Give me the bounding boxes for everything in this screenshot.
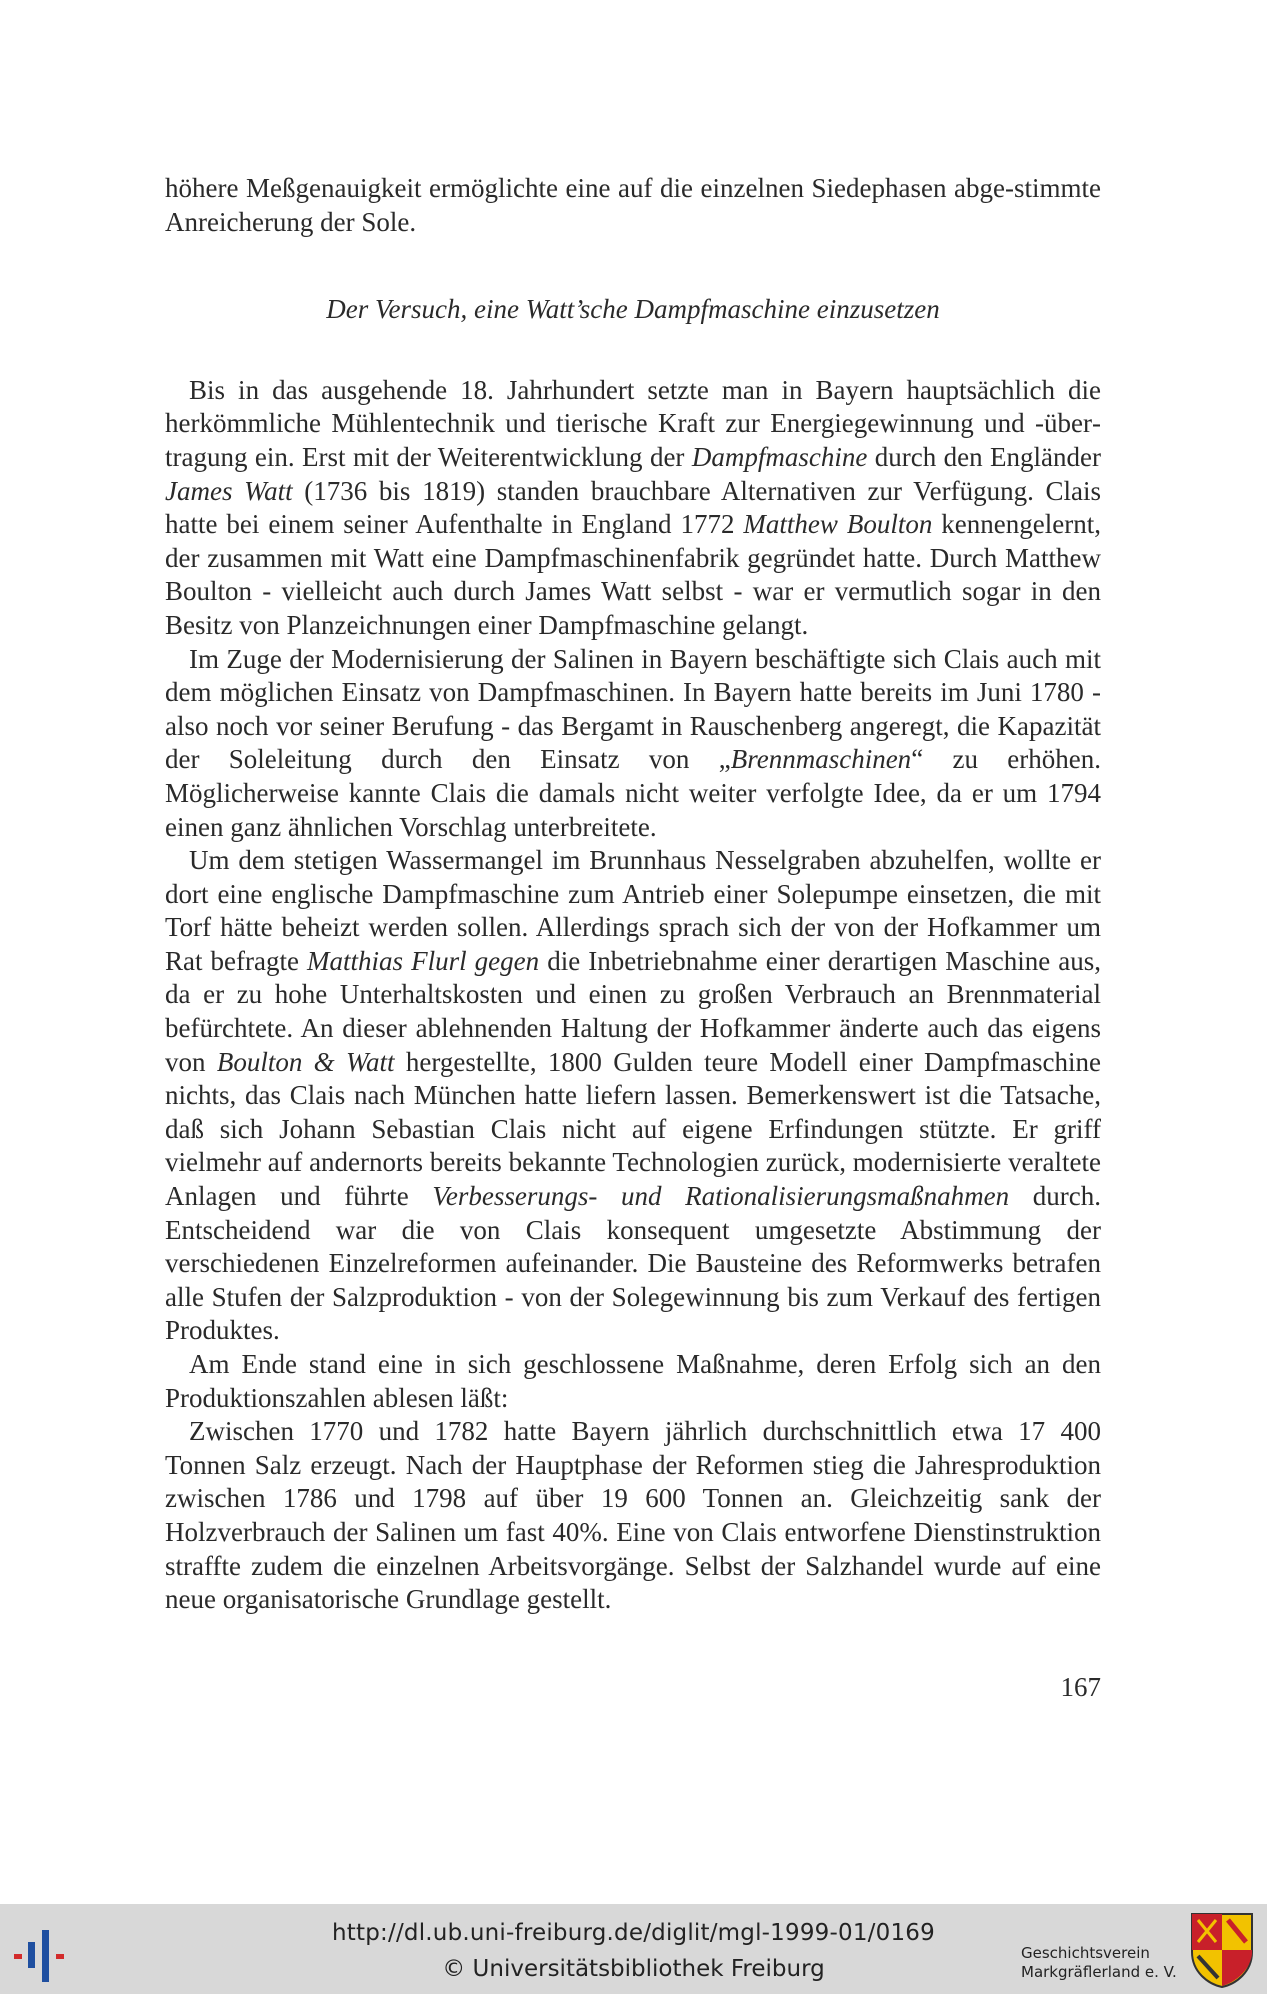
paragraph-4: Am Ende stand eine in sich geschlossene Maßnahme, deren Erfolg sich an den Produktionszahlen ablesen läßt:: [165, 1349, 1101, 1413]
emphasis-verbesserungsmassnahmen: Verbesserungs- und Rationalisierungsmaßnahmen: [432, 1181, 1010, 1212]
paragraph-5: Zwischen 1770 und 1782 hatte Bayern jährlich durchschnittlich etwa 17 400 Tonnen Salz erzeugt. Nach der Hauptphase der Reformen stieg die Jahresproduktion zwischen 1786 und 1798 auf über 19 600 Tonnen an. Gleichzeitig sank der Holzverbrauch der Salinen um fast 40%. Eine von Clais entworfene Dienstinstruktion straffte zudem die einzelnen Arbeitsvorgänge. Selbst der Salzhandel wurde auf eine neue organisatorische Grundlage gestellt.: [165, 1416, 1101, 1615]
emphasis-james-watt: James Watt: [165, 475, 293, 506]
coat-of-arms-icon: [1190, 1912, 1254, 1988]
emphasis-brennmaschinen: Brennmaschinen: [730, 744, 912, 775]
emphasis-dampfmaschine: Dampfmaschine: [691, 441, 868, 472]
section-heading: Der Versuch, eine Watt’sche Dampfmaschine einzusetzen: [326, 294, 940, 325]
emphasis-matthew-boulton: Matthew Boulton: [743, 509, 933, 540]
footer-url-link[interactable]: http://dl.ub.uni-freiburg.de/diglit/mgl-1999-01/0169: [332, 1920, 935, 1946]
paragraph-intro: höhere Meßgenauigkeit ermöglichte eine auf die einzelnen Siedephasen abge-stimmte Anreicherung der Sole.: [165, 173, 1101, 237]
page-text: [165, 172, 1101, 1617]
emphasis-matthias-flurl: Matthias Flurl gegen: [307, 945, 540, 976]
page-number: 167: [1060, 1672, 1101, 1702]
paragraph-1: Bis in das ausgehende 18. Jahrhundert setzte man in Bayern hauptsächlich die herkömmliche Mühlentechnik und tierische Kraft zur Energiegewinnung und -übertragung ein. Erst mit der Weiterentwicklung der Dampfmaschine durch den Engländer James Watt (1736 bis 1819) standen brauchbare Alternativen zur Verfügung. Clais hatte bei einem seiner Aufenthalte in England 1772 Matthew Boulton kennengelernt, der zusammen mit Watt eine Dampfmaschinenfabrik gegründet hatte. Durch Matthew Boulton - vielleicht auch durch James Watt selbst - war er vermutlich sogar in den Besitz von Planzeichnungen einer Dampfmaschine gelangt.: [165, 374, 1101, 640]
emphasis-boulton-watt: Boulton & Watt: [216, 1046, 395, 1077]
footer-copyright: © Universitätsbibliothek Freiburg: [442, 1956, 825, 1982]
paragraph-2: Im Zuge der Modernisierung der Salinen in Bayern beschäftigte sich Clais auch mit dem möglichen Einsatz von Dampfmaschinen. In Bayern hatte bereits im Juni 1780 - also noch vor seiner Berufung - das Bergamt in Rauschenberg angeregt, die Kapazität der Soleleitung durch den Einsatz von „Brennmaschinen“ zu erhöhen. Möglicherweise kannte Clais die damals nicht weiter verfolgte Idee, da er um 1794 einen ganz ähnlichen Vorschlag unterbreitete.: [165, 643, 1101, 842]
society-name: Geschichtsverein Markgräflerland e. V.: [1021, 1944, 1177, 1981]
footer-bar: [0, 1904, 1267, 1994]
paragraph-3: Um dem stetigen Wassermangel im Brunnhaus Nesselgraben abzuhelfen, wollte er dort eine englische Dampfmaschine zum Antrieb einer Solepumpe einsetzen, die mit Torf hätte beheizt werden sollen. Allerdings sprach sich der von der Hofkammer um Rat befragte Matthias Flurl gegen die Inbetriebnahme einer derartigen Maschine aus, da er zu hohe Unterhaltskosten und einen zu großen Verbrauch an Brennmaterial befürchtete. An dieser ablehnenden Haltung der Hofkammer änderte auch das eigens von Boulton & Watt hergestellte, 1800 Gulden teure Modell einer Dampfmaschine nichts, das Clais nach München hatte liefern lassen. Bemerkenswert ist die Tatsache, daß sich Johann Sebastian Clais nicht auf eigene Erfindungen stützte. Er griff vielmehr auf andernorts bereits bekannte Technologien zurück, modernisierte veraltete Anlagen und führte Verbesserungs- und Rationalisierungsmaßnahmen durch. Entscheidend war die von Clais konsequent umgesetzte Abstimmung der verschiedenen Einzelreformen aufeinander. Die Bausteine des Reformwerks betrafen alle Stufen der Salzproduktion - von der Solegewinnung bis zum Verkauf des fertigen Produktes.: [165, 845, 1102, 1346]
